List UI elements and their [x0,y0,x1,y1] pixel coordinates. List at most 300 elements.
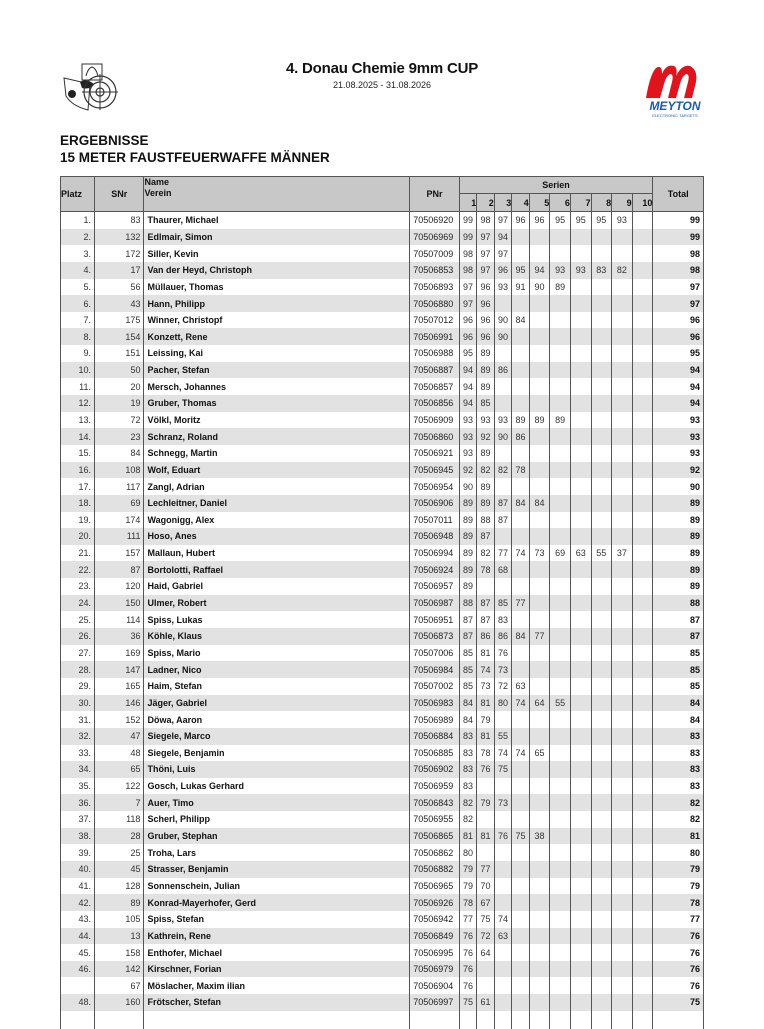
shooter-name-cell: Sonnenschein, Julian [144,878,410,895]
series-9-cell [612,994,633,1011]
series-3-cell [494,295,512,312]
series-5-cell [529,861,550,878]
rank-cell: 6. [61,295,95,312]
series-8-cell [591,512,612,529]
series-6-cell [550,961,571,978]
series-9-cell [612,944,633,961]
series-9-cell [612,794,633,811]
series-2-cell [477,844,495,861]
series-5-cell [529,928,550,945]
total-cell: 97 [653,279,704,296]
empty-cell [61,1011,95,1029]
table-row [61,611,704,628]
series-2-cell: 73 [477,678,495,695]
rank-cell: 30. [61,695,95,712]
series-3-cell: 86 [494,628,512,645]
series-8-cell [591,445,612,462]
series-2-cell [477,961,495,978]
empty-cell [95,1011,144,1029]
empty-cell [477,1011,495,1029]
shooter-name-cell: Ulmer, Robert [144,595,410,612]
series-8-cell [591,928,612,945]
table-row [61,528,704,545]
empty-cell [529,1011,550,1029]
series-10-cell [632,312,653,329]
rank-cell: 22. [61,561,95,578]
event-title: 4. Donau Chemie 9mm CUP [285,60,479,77]
table-row [61,811,704,828]
series-2-cell: 89 [477,478,495,495]
table-row [61,628,704,645]
shooter-name-cell: Siegele, Marco [144,728,410,745]
total-cell: 90 [653,478,704,495]
series-7-cell [570,828,591,845]
series-7-cell [570,728,591,745]
table-row [61,212,704,229]
series-3-cell [494,961,512,978]
series-1-cell: 83 [459,745,477,762]
series-10-cell [632,212,653,229]
rank-cell: 38. [61,828,95,845]
shooter-name-cell: Bortolotti, Raffael [144,561,410,578]
series-7-cell [570,378,591,395]
shooter-name-cell: Jäger, Gabriel [144,695,410,712]
rank-cell: 24. [61,595,95,612]
series-10-cell [632,878,653,895]
series-2-cell: 93 [477,412,495,429]
pnr-cell: 70506920 [410,212,459,229]
series-4-cell [512,578,530,595]
series-4-cell [512,811,530,828]
table-row [61,977,704,994]
series-4-cell [512,229,530,246]
table-row [61,878,704,895]
pnr-cell: 70506884 [410,728,459,745]
total-cell: 85 [653,661,704,678]
series-3-cell: 82 [494,462,512,479]
series-4-cell [512,328,530,345]
series-7-cell [570,395,591,412]
series-3-cell: 55 [494,728,512,745]
series-10-cell [632,928,653,945]
total-cell: 98 [653,245,704,262]
table-row [61,395,704,412]
series-1-cell: 89 [459,578,477,595]
series-2-cell: 96 [477,279,495,296]
series-6-cell [550,894,571,911]
series-10-cell [632,794,653,811]
series-10-cell [632,661,653,678]
pnr-cell: 70506853 [410,262,459,279]
series-6-cell: 93 [550,262,571,279]
series-5-cell: 89 [529,412,550,429]
series-1-cell: 94 [459,362,477,379]
total-cell: 79 [653,861,704,878]
series-8-cell [591,462,612,479]
rank-cell: 34. [61,761,95,778]
series-10-cell [632,611,653,628]
rank-cell: 3. [61,245,95,262]
rank-cell: 45. [61,944,95,961]
empty-row [61,1011,704,1029]
series-2-cell: 89 [477,362,495,379]
table-row [61,894,704,911]
series-5-cell [529,229,550,246]
start-number-cell: 114 [95,611,144,628]
series-1-cell: 76 [459,944,477,961]
start-number-cell: 120 [95,578,144,595]
series-4-cell: 84 [512,312,530,329]
shooter-name-cell: Frötscher, Stefan [144,994,410,1011]
series-4-cell: 96 [512,212,530,229]
rank-cell: 40. [61,861,95,878]
series-4-cell: 91 [512,279,530,296]
shooter-name-cell: Müllauer, Thomas [144,279,410,296]
rank-cell: 42. [61,894,95,911]
series-9-cell [612,878,633,895]
series-4-cell: 95 [512,262,530,279]
total-cell: 82 [653,811,704,828]
shooter-name-cell: Gruber, Stephan [144,828,410,845]
table-row [61,661,704,678]
total-cell: 89 [653,545,704,562]
shooter-name-cell: Haim, Stefan [144,678,410,695]
series-10-cell [632,528,653,545]
total-cell: 96 [653,328,704,345]
series-4-cell [512,611,530,628]
shooter-name-cell: Konrad-Mayerhofer, Gerd [144,894,410,911]
series-1-cell: 85 [459,661,477,678]
table-row [61,911,704,928]
series-6-cell [550,828,571,845]
series-4-cell: 89 [512,412,530,429]
table-row [61,512,704,529]
pnr-cell: 70506860 [410,428,459,445]
rank-cell: 1. [61,212,95,229]
series-9-cell [612,761,633,778]
start-number-cell: 65 [95,761,144,778]
series-1-cell: 85 [459,678,477,695]
series-5-cell: 64 [529,695,550,712]
start-number-cell: 47 [95,728,144,745]
series-9-cell [612,894,633,911]
series-3-cell [494,944,512,961]
rank-cell: 27. [61,645,95,662]
series-5-cell [529,911,550,928]
series-4-cell [512,245,530,262]
series-4-cell [512,928,530,945]
series-10-cell [632,328,653,345]
series-8-cell [591,678,612,695]
series-2-cell: 86 [477,628,495,645]
series-3-cell: 85 [494,595,512,612]
series-1-cell: 82 [459,811,477,828]
series-6-cell: 55 [550,695,571,712]
series-5-cell [529,711,550,728]
series-10-cell [632,778,653,795]
column-header-series-4: 4 [512,194,530,212]
pnr-cell: 70507002 [410,678,459,695]
series-7-cell [570,362,591,379]
shooter-name-cell: Scherl, Philipp [144,811,410,828]
series-9-cell [612,977,633,994]
series-7-cell [570,611,591,628]
series-6-cell [550,861,571,878]
series-6-cell [550,428,571,445]
series-1-cell: 89 [459,545,477,562]
rank-cell: 46. [61,961,95,978]
pnr-cell: 70506862 [410,844,459,861]
table-row [61,711,704,728]
series-8-cell [591,961,612,978]
series-9-cell [612,844,633,861]
series-6-cell [550,778,571,795]
pnr-cell: 70506969 [410,229,459,246]
series-6-cell [550,728,571,745]
series-8-cell [591,279,612,296]
total-cell: 82 [653,794,704,811]
start-number-cell: 56 [95,279,144,296]
series-1-cell: 78 [459,894,477,911]
series-9-cell [612,245,633,262]
shooter-name-cell: Kirschner, Forian [144,961,410,978]
start-number-cell: 89 [95,894,144,911]
rank-cell: 26. [61,628,95,645]
series-8-cell [591,295,612,312]
series-8-cell [591,378,612,395]
series-9-cell [612,578,633,595]
series-9-cell: 37 [612,545,633,562]
start-number-cell: 69 [95,495,144,512]
series-1-cell: 77 [459,911,477,928]
series-9-cell [612,462,633,479]
rank-cell: 19. [61,512,95,529]
series-6-cell [550,295,571,312]
series-8-cell [591,428,612,445]
series-9-cell [612,328,633,345]
series-4-cell [512,894,530,911]
total-cell: 76 [653,961,704,978]
empty-cell [570,1011,591,1029]
series-9-cell [612,778,633,795]
series-2-cell: 70 [477,878,495,895]
table-row [61,362,704,379]
series-6-cell [550,378,571,395]
pnr-cell: 70506909 [410,412,459,429]
series-2-cell: 82 [477,545,495,562]
series-6-cell [550,794,571,811]
table-row [61,595,704,612]
series-4-cell [512,944,530,961]
series-1-cell: 96 [459,328,477,345]
rank-cell: 39. [61,844,95,861]
series-7-cell [570,312,591,329]
rank-cell: 20. [61,528,95,545]
series-5-cell [529,328,550,345]
series-6-cell [550,844,571,861]
series-7-cell [570,761,591,778]
series-1-cell: 80 [459,844,477,861]
start-number-cell: 154 [95,328,144,345]
meyton-m-icon [640,60,710,122]
start-number-cell: 152 [95,711,144,728]
series-6-cell [550,711,571,728]
shooter-name-cell: Spiss, Stefan [144,911,410,928]
start-number-cell: 108 [95,462,144,479]
series-10-cell [632,828,653,845]
pnr-cell: 70506856 [410,395,459,412]
series-5-cell [529,245,550,262]
series-10-cell [632,678,653,695]
total-cell: 88 [653,595,704,612]
rank-cell: 4. [61,262,95,279]
series-10-cell [632,695,653,712]
total-cell: 94 [653,395,704,412]
rank-cell: 11. [61,378,95,395]
pnr-cell: 70506924 [410,561,459,578]
pnr-cell: 70507012 [410,312,459,329]
series-10-cell [632,495,653,512]
shooter-name-cell: Gruber, Thomas [144,395,410,412]
series-10-cell [632,245,653,262]
rank-cell: 5. [61,279,95,296]
series-9-cell [612,528,633,545]
series-7-cell [570,412,591,429]
shooter-name-cell: Konzett, Rene [144,328,410,345]
series-3-cell: 97 [494,245,512,262]
series-8-cell [591,345,612,362]
series-5-cell [529,678,550,695]
total-cell: 94 [653,378,704,395]
series-2-cell: 96 [477,328,495,345]
series-7-cell [570,994,591,1011]
rank-cell: 7. [61,312,95,329]
series-9-cell [612,645,633,662]
series-4-cell [512,711,530,728]
series-8-cell [591,894,612,911]
series-8-cell [591,944,612,961]
table-row [61,412,704,429]
series-1-cell: 75 [459,994,477,1011]
series-8-cell [591,761,612,778]
series-9-cell [612,728,633,745]
series-3-cell: 63 [494,928,512,945]
column-header-pnr: PNr [410,177,459,212]
pnr-cell: 70507009 [410,245,459,262]
shooter-name-cell: Möslacher, Maxim ilian [144,977,410,994]
pnr-cell: 70506942 [410,911,459,928]
series-1-cell: 95 [459,345,477,362]
section-heading: ERGEBNISSE [60,133,149,148]
start-number-cell: 146 [95,695,144,712]
series-10-cell [632,512,653,529]
rank-cell: 18. [61,495,95,512]
series-6-cell [550,462,571,479]
pnr-cell: 70506979 [410,961,459,978]
pnr-cell: 70506849 [410,928,459,945]
column-header-series-7: 7 [570,194,591,212]
series-6-cell: 89 [550,279,571,296]
shooter-name-cell: Zangl, Adrian [144,478,410,495]
series-8-cell [591,645,612,662]
series-4-cell [512,994,530,1011]
series-5-cell [529,362,550,379]
table-row [61,645,704,662]
table-row [61,378,704,395]
series-5-cell [529,977,550,994]
rank-cell: 13. [61,412,95,429]
series-3-cell [494,878,512,895]
pnr-cell: 70506882 [410,861,459,878]
series-3-cell [494,778,512,795]
pnr-cell: 70506873 [410,628,459,645]
series-5-cell: 96 [529,212,550,229]
total-cell: 84 [653,695,704,712]
series-8-cell: 83 [591,262,612,279]
column-header-verein: Verein [144,188,172,198]
series-1-cell: 90 [459,478,477,495]
series-9-cell [612,911,633,928]
series-2-cell: 96 [477,312,495,329]
series-2-cell: 75 [477,911,495,928]
pnr-cell: 70506893 [410,279,459,296]
shooter-name-cell: Van der Heyd, Christoph [144,262,410,279]
series-5-cell [529,462,550,479]
pnr-cell: 70507011 [410,512,459,529]
series-4-cell [512,478,530,495]
rank-cell: 2. [61,229,95,246]
meyton-tagline-text: ELECTRONIC TARGETS [652,113,698,118]
total-cell: 93 [653,445,704,462]
total-cell: 76 [653,944,704,961]
empty-cell [144,1011,410,1029]
shooter-name-cell: Ladner, Nico [144,661,410,678]
series-9-cell [612,378,633,395]
series-6-cell [550,528,571,545]
series-3-cell [494,378,512,395]
series-8-cell: 95 [591,212,612,229]
series-3-cell [494,844,512,861]
total-cell: 99 [653,212,704,229]
series-8-cell [591,811,612,828]
shooter-name-cell: Thaurer, Michael [144,212,410,229]
series-9-cell [612,295,633,312]
series-4-cell [512,528,530,545]
total-cell: 89 [653,512,704,529]
series-4-cell [512,645,530,662]
table-row [61,794,704,811]
series-7-cell [570,645,591,662]
series-10-cell [632,961,653,978]
series-6-cell [550,811,571,828]
series-8-cell [591,528,612,545]
series-8-cell [591,312,612,329]
series-9-cell: 93 [612,212,633,229]
pnr-cell: 70506959 [410,778,459,795]
series-10-cell [632,861,653,878]
pnr-cell: 70506902 [410,761,459,778]
shooter-name-cell: Wagonigg, Alex [144,512,410,529]
series-6-cell [550,745,571,762]
series-10-cell [632,711,653,728]
series-3-cell [494,445,512,462]
series-1-cell: 97 [459,295,477,312]
start-number-cell: 150 [95,595,144,612]
series-8-cell [591,595,612,612]
series-8-cell [591,878,612,895]
start-number-cell: 151 [95,345,144,362]
shooter-name-cell: Haid, Gabriel [144,578,410,595]
